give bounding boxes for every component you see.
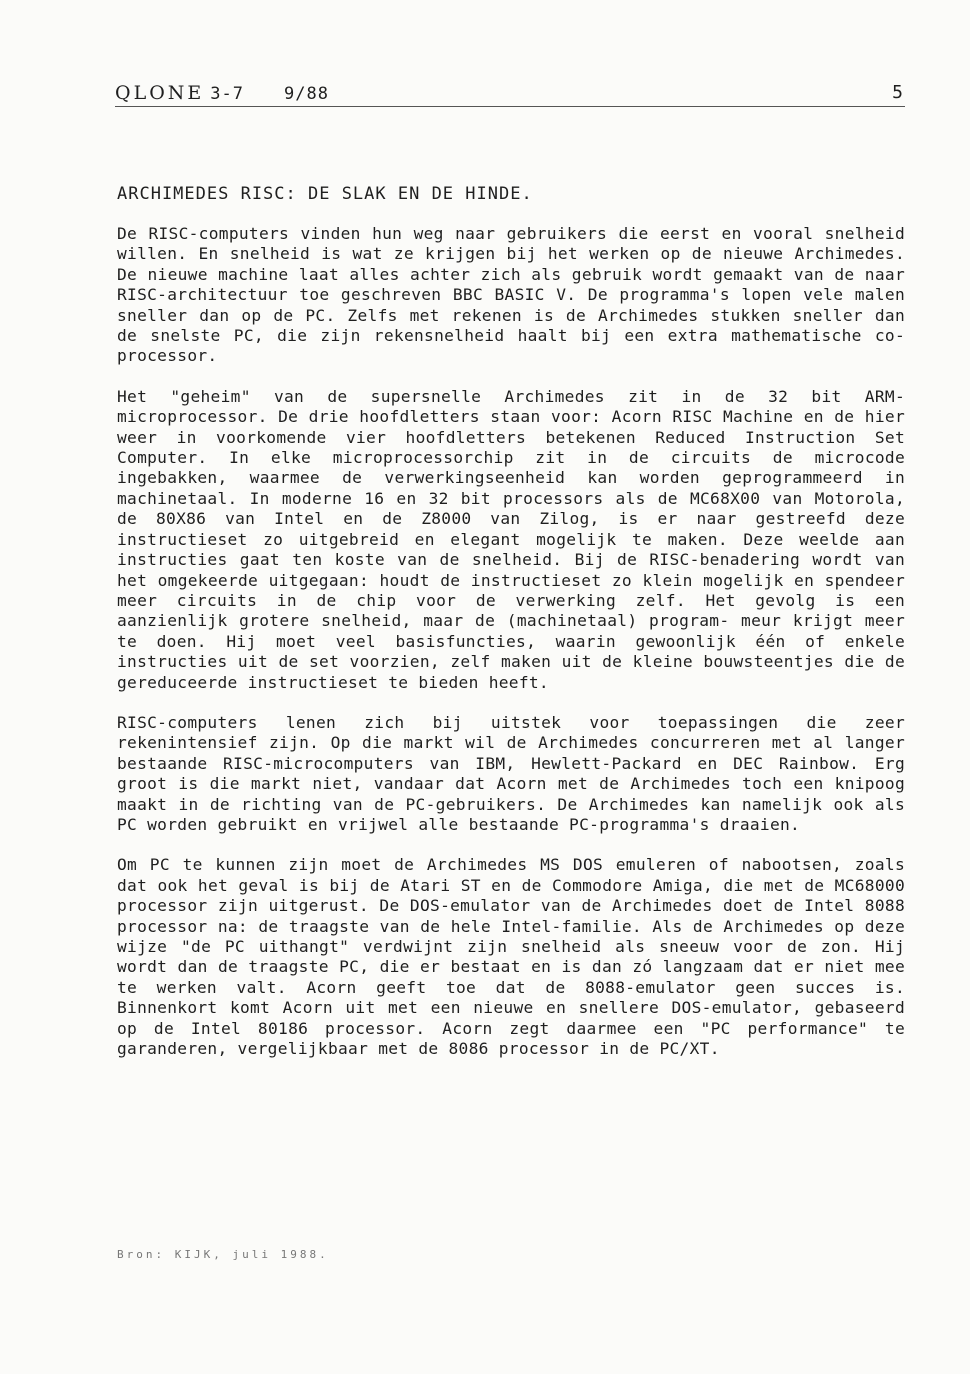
issue-date: 9/88 [283, 84, 329, 104]
article-title: ARCHIMEDES RISC: DE SLAK EN DE HINDE. [117, 184, 533, 204]
article-body [117, 224, 905, 1079]
header-left [115, 82, 329, 104]
page-number: 5 [892, 82, 903, 103]
paragraph: Het "geheim" van de supersnelle Archimedes zit in de 32 bit ARM-microprocessor. De drie hoofdletters staan voor: Acorn RISC Machine en de hier weer in voorkomende vier hoofdletters betekenen Reduced Instruction Set Computer. In elke microprocessorchip zit in de circuits de microcode ingebakken, waarmee de verwerkingseenheid kan worden geprogrammeerd in machinetaal. In moderne 16 en 32 bit processors als de MC68X00 van Motorola, de 80X86 van Intel en de Z8000 van Zilog, is er naar gestreefd deze instructieset zo uitgebreid en elegant mogelijk te maken. Deze weelde aan instructies gaat ten koste van de snelheid. Bij de RISC-benadering wordt van het omgekeerde uitgegaan: houdt de instructieset zo klein mogelijk en spendeer meer circuits in de chip voor de verwerking zelf. Het gevolg is een aanzienlijk grotere snelheid, maar de (machinetaal) program- meur krijgt meer te doen. Hij moet veel basisfuncties, waarin gewoonlijk één of enkele instructies uit de set voorzien, zelf maken uit de kleine bouwsteentjes die de gereduceerde instructieset te bieden heeft. [117, 386, 905, 692]
issue-number: 3-7 [210, 84, 244, 104]
publication-name: QLONE [115, 82, 205, 104]
paragraph: RISC-computers lenen zich bij uitstek voor toepassingen die zeer rekenintensief zijn. Op die markt wil de Archimedes concurreren met al langer bestaande RISC-microcomputers van IBM, Hewlett-Packard en DEC Rainbow. Erg groot is die markt niet, vandaar dat Acorn met de Archimedes toch een knipoog maakt in de richting van de PC-gebruikers. De Archimedes kan namelijk ook als PC worden gebruikt en vrijwel alle bestaande PC-programma's draaien. [117, 712, 905, 834]
source-citation: Bron: KIJK, juli 1988. [117, 1248, 329, 1261]
paragraph: De RISC-computers vinden hun weg naar gebruikers die eerst en vooral snelheid willen. En snelheid is wat ze krijgen bij het werken op de nieuwe Archimedes. De nieuwe machine laat alles achter zich als gebruik wordt gemaakt van de naar RISC-architectuur toe geschreven BBC BASIC V. De programma's lopen vele malen sneller dan op de PC. Zelfs met rekenen is de Archimedes stukken sneller dan de snelste PC, die zijn rekensnelheid haalt bij een extra mathematische co-processor. [117, 224, 905, 366]
paragraph: Om PC te kunnen zijn moet de Archimedes MS DOS emuleren of nabootsen, zoals dat ook het geval is bij de Atari ST en de Commodore Amiga, die met de MC68000 processor zijn uitgerust. De DOS-emulator van de Archimedes doet de Intel 8088 processor na: de traagste van de hele Intel-familie. Als de Archimedes op deze wijze "de PC uithangt" verdwijnt zijn snelheid als sneeuw voor de zon. Hij wordt dan de traagste PC, die er bestaat en is dan zó langzaam dat er niet mee te werken valt. Acorn geeft toe dat de 8088-emulator geen succes is. Binnenkort komt Acorn uit met een nieuwe en snellere DOS-emulator, gebaseerd op de Intel 80186 processor. Acorn zegt daarmee een "PC performance" te garanderen, vergelijkbaar met de 8086 processor in de PC/XT. [117, 855, 905, 1059]
page-header [115, 80, 905, 107]
